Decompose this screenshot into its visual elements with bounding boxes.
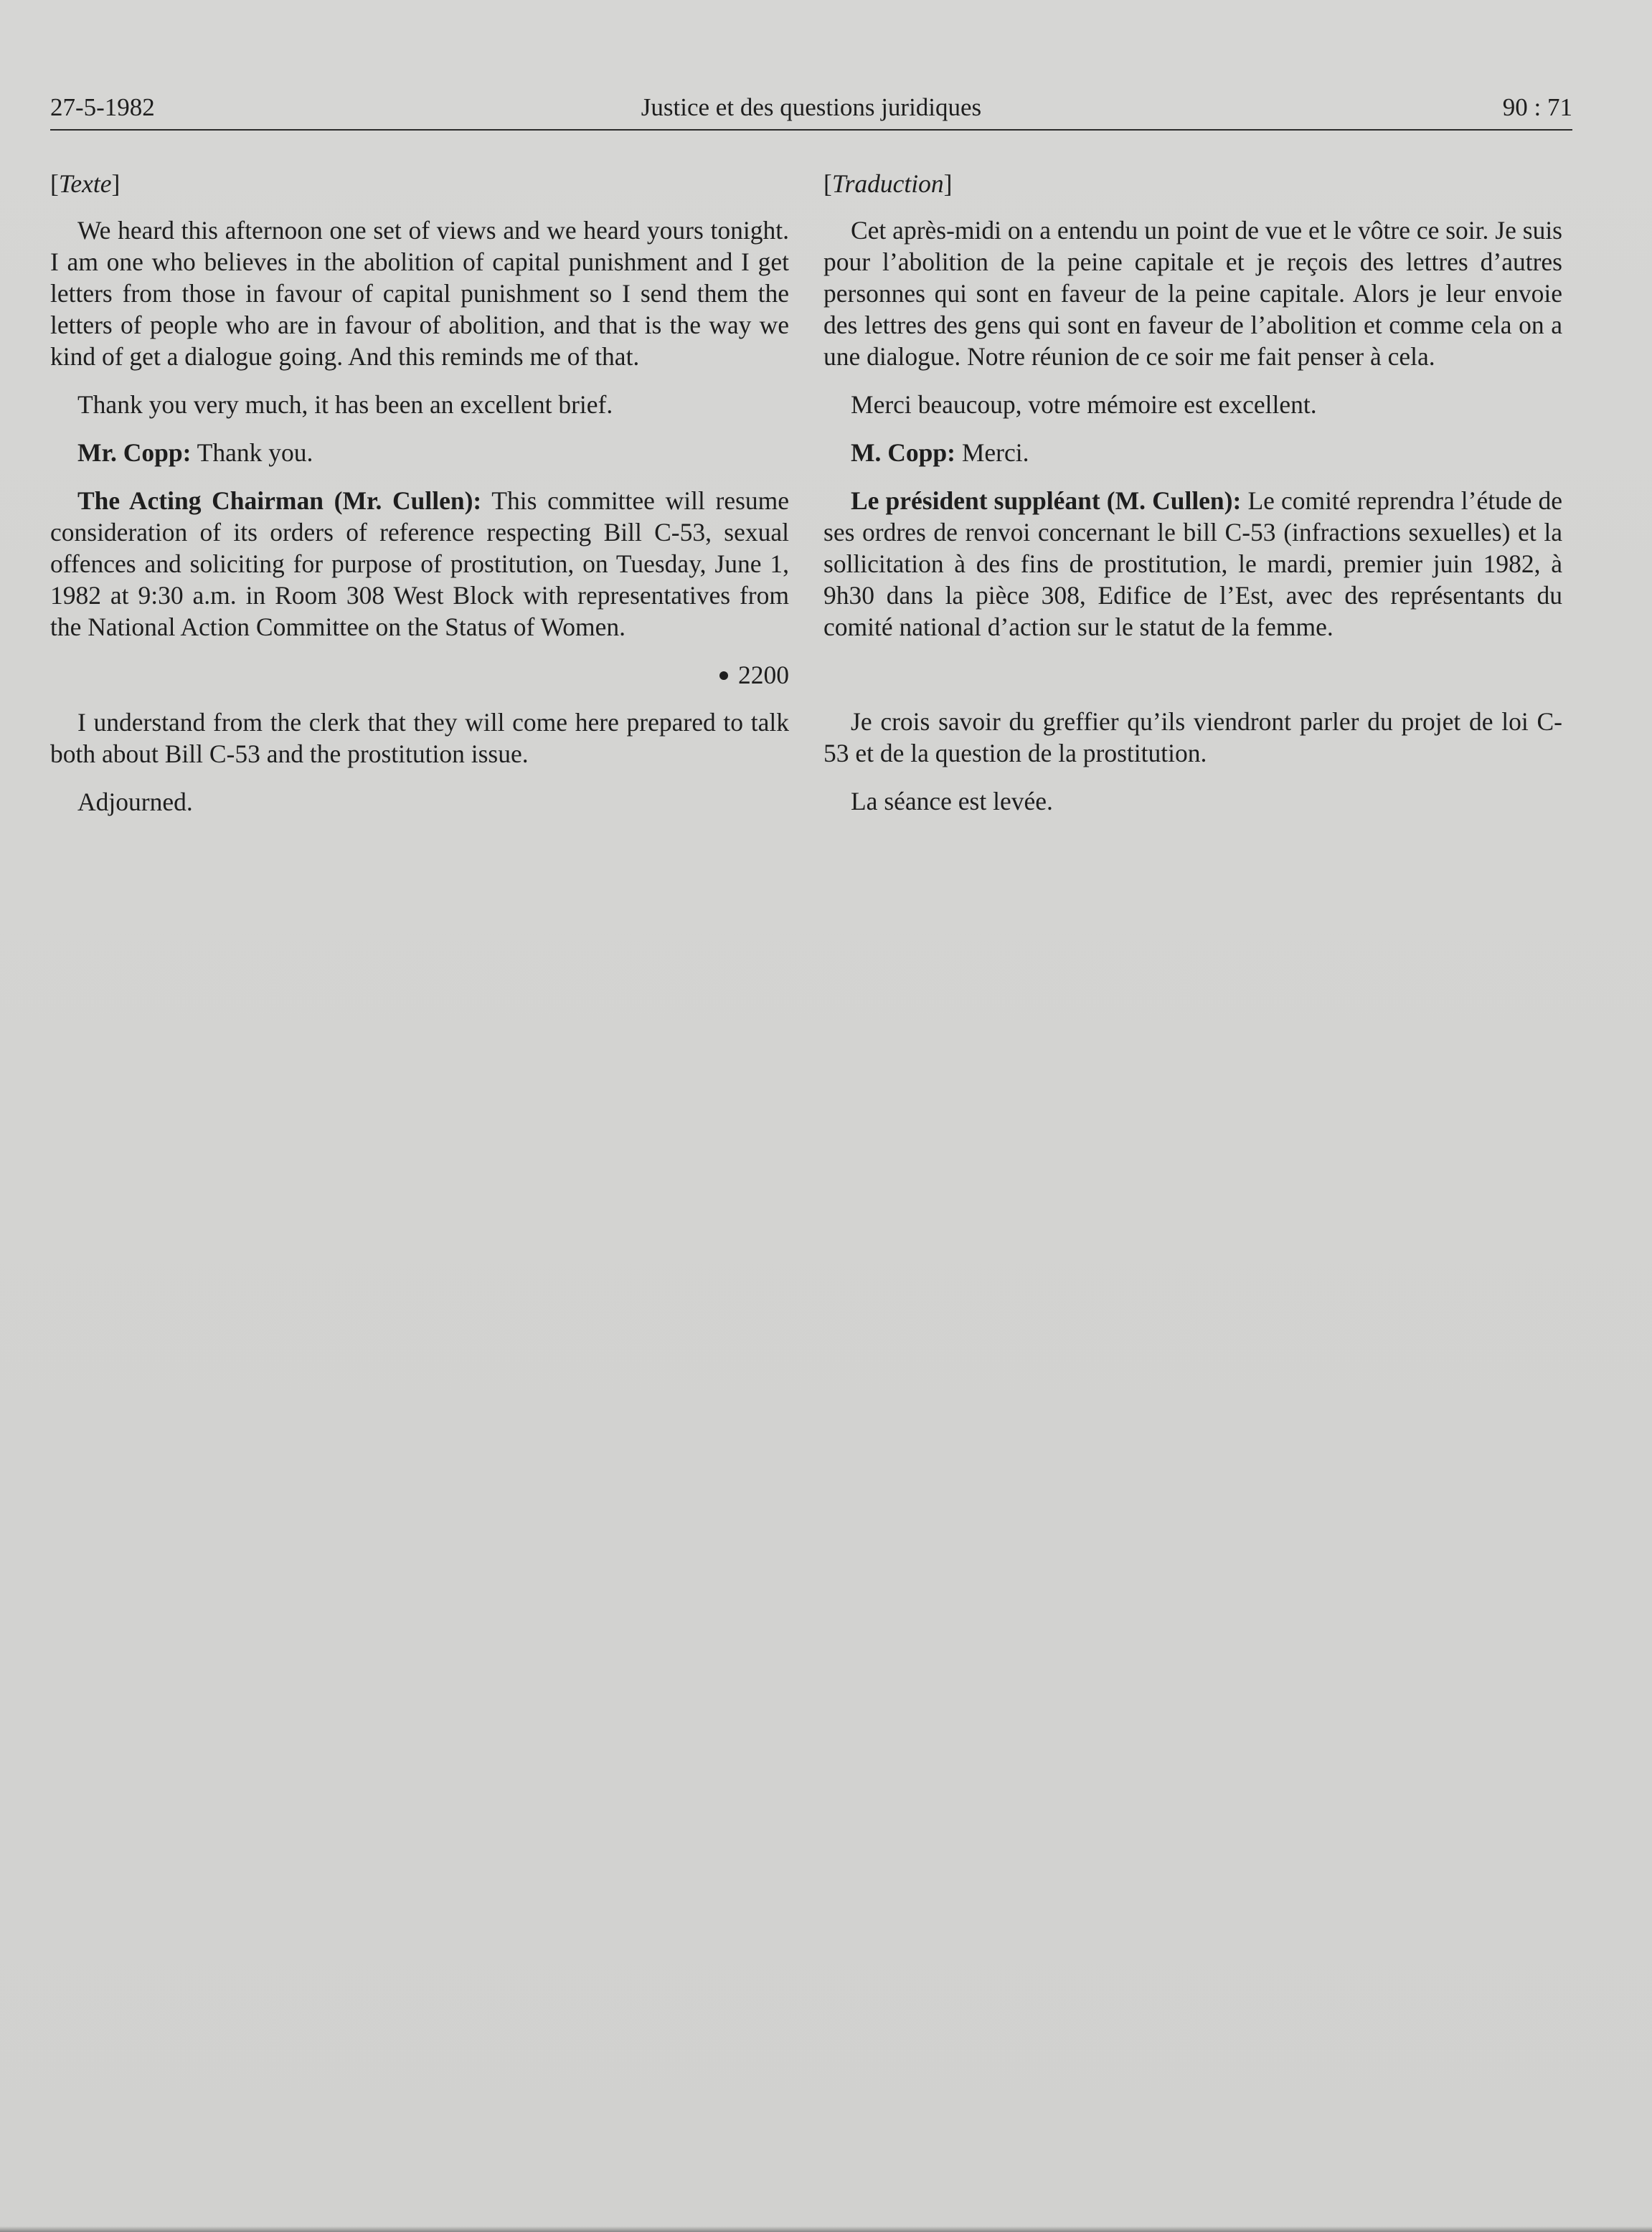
paragraph: Adjourned. (77, 788, 193, 816)
speaker-text: Merci. (955, 438, 1029, 467)
language-marker-label: Traduction (831, 169, 944, 198)
paragraph: We heard this afternoon one set of views and we heard yours tonight. I am one who believes in the abolition of capital punishment and I get letters from those in favour of capital punishment so I send them the letters of people who are in favour of abolition, and that is the way we kind of get a dialogue going. And this reminds me of that. (50, 216, 789, 371)
speaker-name: The Acting Chairman (Mr. Cullen): (77, 486, 482, 515)
paragraph: I understand from the clerk that they will come here prepared to talk both about Bill C-53 and the prostitution issue. (50, 708, 789, 768)
speaker-paragraph (823, 485, 1562, 643)
speaker-paragraph (823, 437, 1562, 468)
french-column (823, 168, 1562, 833)
header-page-number: 90 : 71 (1502, 93, 1572, 121)
paragraph: Je crois savoir du greffier qu’ils viendront parler du projet de loi C-53 et de la question de la prostitution. (823, 707, 1562, 767)
paragraph: Cet après-midi on a entendu un point de vue et le vôtre ce soir. Je suis pour l’abolition de la peine capitale et je reçois des lettres d’autres personnes qui sont en faveur de la peine capitale. Alors je leur envoie des lettres des gens qui sont en faveur de l’abolition et comme cela on a une dialogue. Notre réunion de ce soir me fait penser à cela. (823, 216, 1562, 371)
speaker-text: Le comité reprendra l’étude de ses ordres de renvoi concernant le bill C-53 (infractions sexuelles) et la sollicitation à des fins de prostitution, le mardi, premier juin 1982, à 9h30 dans la pièce 308, Edifice de l’Est, avec des représentants du comité national d’action sur le statut de la femme. (823, 486, 1562, 641)
language-marker: [Traduction] (823, 169, 953, 198)
time-marker-value: 2200 (738, 661, 789, 689)
time-marker (50, 659, 789, 691)
english-column (50, 168, 789, 834)
bullet-icon (719, 671, 728, 680)
paragraph: Thank you very much, it has been an excellent brief. (77, 390, 613, 419)
time-marker-spacer (823, 659, 1562, 706)
header-title: Justice et des questions juridiques (641, 93, 982, 121)
speaker-paragraph (50, 437, 789, 468)
paragraph: Merci beaucoup, votre mémoire est excellent. (851, 390, 1317, 419)
header-date: 27-5-1982 (50, 93, 155, 121)
page-header (50, 92, 1572, 131)
speaker-text: This committee will resume consideration of its orders of reference respecting Bill C-53, sexual offences and soliciting for purpose of prostitution, on Tuesday, June 1, 1982 at 9:30 a.m. in Room 308 West Block with representatives from the National Action Committee on the Status of Women. (50, 486, 790, 641)
page-edge-shadow (0, 2226, 1652, 2232)
language-marker: [Texte] (50, 169, 121, 198)
language-marker-label: Texte (58, 169, 112, 198)
speaker-name: Mr. Copp: (77, 438, 192, 467)
speaker-name: Le président suppléant (M. Cullen): (851, 486, 1242, 515)
paragraph: La séance est levée. (851, 787, 1053, 815)
speaker-paragraph (50, 485, 789, 643)
speaker-name: M. Copp: (851, 438, 955, 467)
speaker-text: Thank you. (191, 438, 313, 467)
